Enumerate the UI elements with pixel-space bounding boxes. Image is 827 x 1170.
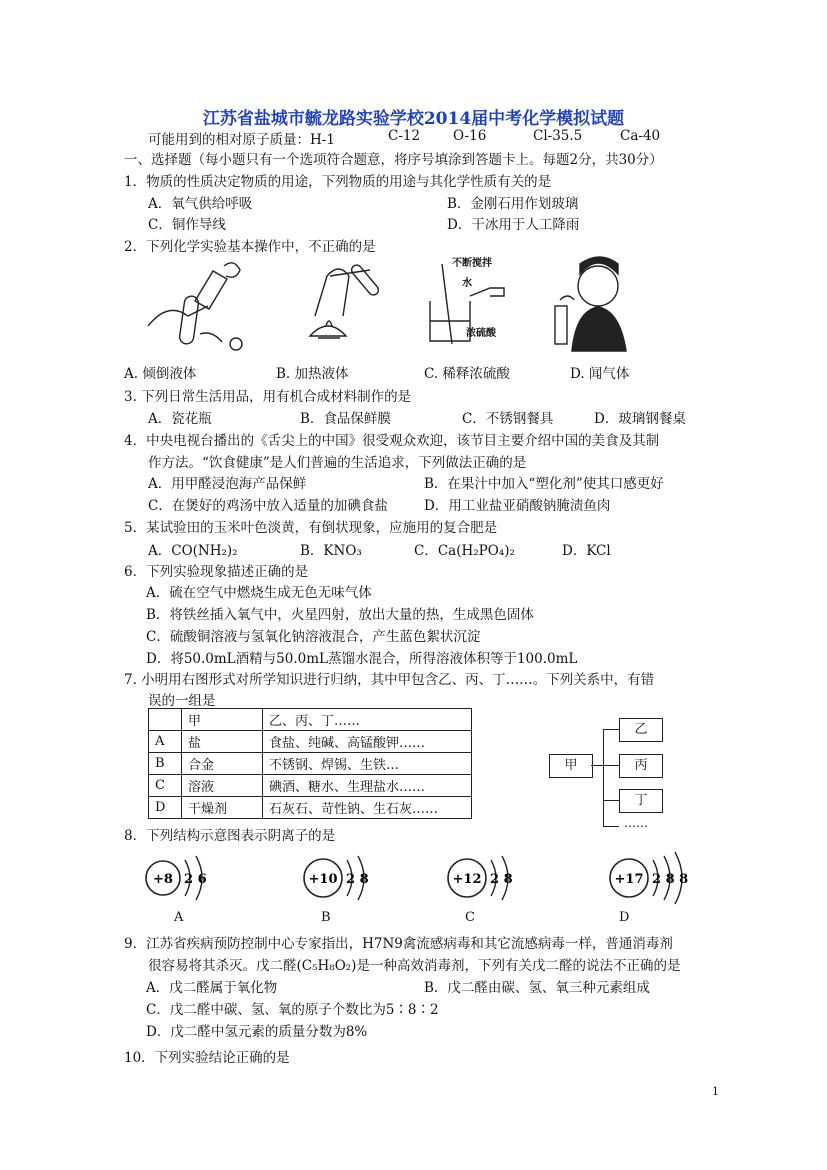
table-cell: 干燥剂 bbox=[182, 797, 263, 819]
diagram-branch bbox=[603, 800, 619, 801]
q4-option-a: A．用甲醛浸泡海产品保鲜 bbox=[148, 476, 307, 492]
q1-stem: 1．物质的性质决定物质的用途，下列物质的用途与其化学性质有关的是 bbox=[124, 174, 552, 190]
atom-c-shells: 2 8 bbox=[490, 872, 513, 887]
table-row bbox=[149, 753, 472, 775]
table-cell: 食盐、纯碱、高锰酸钾…… bbox=[263, 731, 472, 753]
q2-option-b: B. 加热液体 bbox=[276, 366, 349, 382]
q7-table bbox=[148, 708, 472, 819]
table-cell: A bbox=[149, 731, 182, 753]
q9-option-c: C．戊二醛中碳、氢、氧的原子个数比为5∶8∶2 bbox=[146, 1002, 439, 1018]
diagram-child-box: 丁 bbox=[619, 789, 663, 813]
fig-c-label-water: 水 bbox=[462, 278, 472, 289]
table-cell: 石灰石、苛性钠、生石灰…… bbox=[263, 797, 472, 819]
table-header-row bbox=[149, 709, 472, 731]
atomic-mass-line bbox=[148, 128, 661, 148]
atom-c-nucleus: +12 bbox=[452, 872, 482, 887]
atomic-mass-cl: Cl-35.5 bbox=[533, 128, 583, 144]
q8-stem: 8．下列结构示意图表示阴离子的是 bbox=[124, 828, 336, 844]
table-cell: B bbox=[149, 753, 182, 775]
atom-diagram-d bbox=[610, 852, 688, 904]
diagram-branch bbox=[603, 765, 619, 766]
diagram-more: …… bbox=[624, 816, 648, 830]
table-cell: 盐 bbox=[182, 731, 263, 753]
table-cell bbox=[149, 709, 182, 731]
atom-label-d: D bbox=[619, 910, 630, 925]
atom-b-shells: 2 8 bbox=[346, 872, 369, 887]
q3-option-d: D．玻璃钢餐桌 bbox=[594, 411, 686, 427]
q6-option-a: A．硫在空气中燃烧生成无色无味气体 bbox=[146, 585, 372, 601]
q4-stem-1: 4．中央电视台播出的《舌尖上的中国》很受观众欢迎，该节目主要介绍中国的美食及其制 bbox=[124, 433, 660, 449]
page-title: 江苏省盐城市毓龙路实验学校2014届中考化学模拟试题 bbox=[202, 109, 625, 129]
q4-stem-2: 作方法。“饮食健康”是人们普遍的生活追求，下列做法正确的是 bbox=[148, 455, 527, 471]
q6-stem: 6．下列实验现象描述正确的是 bbox=[124, 564, 309, 580]
table-cell: 溶液 bbox=[182, 775, 263, 797]
fig-heating-liquid bbox=[310, 263, 380, 338]
page-number: 1 bbox=[712, 1085, 719, 1098]
q6-option-c: C．硫酸铜溶液与氢氧化钠溶液混合，产生蓝色絮状沉淀 bbox=[146, 629, 481, 645]
q7-stem-2: 误的一组是 bbox=[148, 693, 216, 709]
table-row bbox=[149, 797, 472, 819]
atomic-mass-h: H-1 bbox=[310, 132, 335, 148]
atom-label-c: C bbox=[465, 910, 475, 925]
diagram-trunk bbox=[603, 729, 604, 826]
q1-option-a: A．氧气供给呼吸 bbox=[148, 196, 253, 212]
atomic-mass-c: C-12 bbox=[388, 128, 421, 144]
q4-option-d: D．用工业盐亚硝酸钠腌渍鱼肉 bbox=[424, 498, 611, 514]
q5-option-d: D．KCl bbox=[562, 543, 611, 559]
q5-option-c: C．Ca(H₂PO₄)₂ bbox=[414, 543, 515, 559]
table-row bbox=[149, 775, 472, 797]
q9-option-b: B．戊二醛由碳、氢、氧三种元素组成 bbox=[424, 980, 650, 996]
table-cell: 合金 bbox=[182, 753, 263, 775]
atomic-mass-label: 可能用到的相对原子质量： bbox=[148, 132, 310, 148]
q1-option-c: C．铜作导线 bbox=[148, 217, 226, 233]
fig-c-label-stir: 不断搅拌 bbox=[452, 258, 492, 269]
atom-b-nucleus: +10 bbox=[308, 872, 338, 887]
table-cell: C bbox=[149, 775, 182, 797]
atom-d-shells: 2 8 8 bbox=[652, 872, 689, 887]
atom-diagram-a bbox=[146, 856, 207, 900]
q3-option-a: A．瓷花瓶 bbox=[148, 411, 212, 427]
table-row bbox=[149, 731, 472, 753]
atom-a-shells: 2 6 bbox=[184, 872, 207, 887]
atomic-mass-o: O-16 bbox=[453, 128, 487, 144]
atom-a-nucleus: +8 bbox=[153, 872, 173, 887]
q4-option-c: C．在煲好的鸡汤中放入适量的加碘食盐 bbox=[148, 498, 388, 514]
q3-stem: 3. 下列日常生活用品，用有机合成材料制作的是 bbox=[124, 389, 412, 405]
q6-option-d: D．将50.0mL酒精与50.0mL蒸馏水混合，所得溶液体积等于100.0mL bbox=[146, 651, 578, 667]
q9-option-d: D．戊二醛中氢元素的质量分数为8% bbox=[146, 1024, 368, 1040]
q2-option-d: D. 闻气体 bbox=[570, 366, 630, 382]
diagram-child-box: 乙 bbox=[619, 718, 663, 742]
q5-stem: 5．某试验田的玉米叶色淡黄，有倒状现象，应施用的复合肥是 bbox=[124, 520, 498, 536]
q8-atom-diagrams bbox=[140, 848, 689, 910]
q9-stem-2: 很容易将其杀灭。戊二醛(C₅H₈O₂)是一种高效消毒剂，下列有关戊二醛的说法不正确的是 bbox=[148, 958, 681, 974]
table-cell: 碘酒、糖水、生理盐水…… bbox=[263, 775, 472, 797]
atom-diagram-c bbox=[448, 856, 513, 900]
table-cell: 甲 bbox=[182, 709, 263, 731]
table-cell: D bbox=[149, 797, 182, 819]
diagram-connector bbox=[591, 765, 603, 766]
q5-option-b: B．KNO₃ bbox=[300, 543, 362, 559]
atom-label-b: B bbox=[321, 910, 331, 925]
q9-stem-1: 9．江苏省疾病预防控制中心专家指出，H7N9禽流感病毒和其它流感病毒一样，普通消毒剂 bbox=[124, 936, 673, 952]
q2-option-c: C. 稀释浓硫酸 bbox=[424, 366, 510, 382]
q1-option-b: B．金刚石用作划玻璃 bbox=[447, 196, 579, 212]
q2-option-a: A. 倾倒液体 bbox=[124, 366, 197, 382]
fig-smell-gas bbox=[555, 257, 626, 351]
diagram-root-box: 甲 bbox=[549, 754, 593, 778]
q7-stem-1: 7. 小明用右图形式对所学知识进行归纳，其中甲包含乙、丙、丁……。下列关系中，有错 bbox=[124, 672, 655, 688]
atom-d-nucleus: +17 bbox=[614, 872, 644, 887]
q9-option-a: A．戊二醛属于氧化物 bbox=[146, 980, 278, 996]
q1-option-d: D．干冰用于人工降雨 bbox=[447, 217, 580, 233]
q10-stem: 10．下列实验结论正确的是 bbox=[124, 1050, 290, 1066]
section-heading: 一、选择题（每小题只有一个选项符合题意，将序号填涂到答题卡上。每题2分，共30分） bbox=[124, 152, 663, 168]
q2-figures bbox=[140, 256, 660, 358]
table-cell: 不锈钢、焊锡、生铁… bbox=[263, 753, 472, 775]
q2-stem: 2．下列化学实验基本操作中，不正确的是 bbox=[124, 239, 376, 255]
atom-diagram-b bbox=[304, 856, 369, 900]
fig-pouring-liquid bbox=[148, 263, 242, 350]
q5-option-a: A．CO(NH₂)₂ bbox=[148, 543, 238, 559]
atomic-mass-ca: Ca-40 bbox=[620, 128, 661, 144]
q3-option-c: C．不锈钢餐具 bbox=[462, 411, 554, 427]
atom-label-a: A bbox=[174, 910, 184, 925]
table-cell: 乙、丙、丁…… bbox=[263, 709, 472, 731]
q6-option-b: B．将铁丝插入氧气中，火星四射，放出大量的热，生成黑色固体 bbox=[146, 607, 534, 623]
q4-option-b: B．在果汁中加入“塑化剂”使其口感更好 bbox=[424, 476, 664, 492]
q3-option-b: B．食品保鲜膜 bbox=[300, 411, 391, 427]
diagram-branch bbox=[603, 826, 619, 827]
diagram-child-box: 丙 bbox=[619, 754, 663, 778]
diagram-branch bbox=[603, 729, 619, 730]
fig-c-label-acid: 浓硫酸 bbox=[466, 328, 496, 339]
